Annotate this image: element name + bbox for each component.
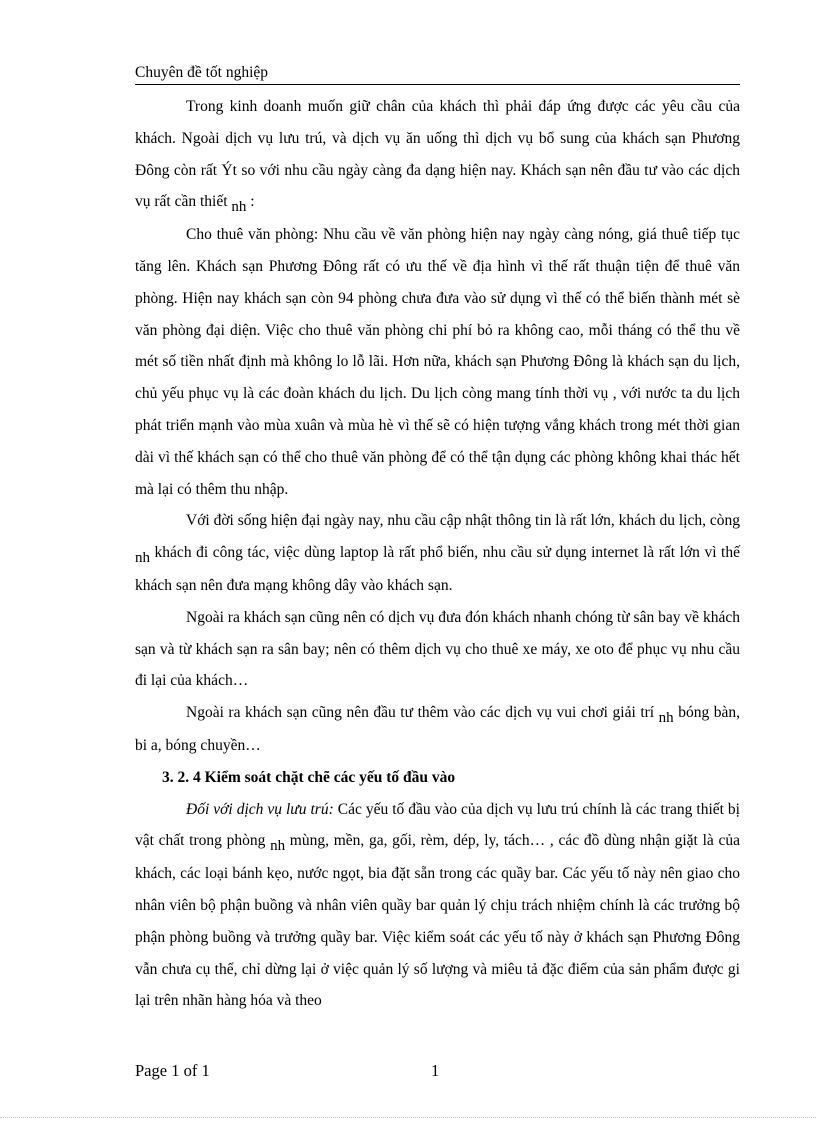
paragraph-text: Các yếu tố đầu vào của dịch vụ lưu trú chính là các trang thiết bị vật chất trong phòng — [135, 800, 740, 850]
page-bottom-divider — [0, 1117, 816, 1118]
paragraph-text: Ngoài ra khách sạn cũng nên đầu tư thêm vào các dịch vụ vui chơi giải trí — [186, 704, 659, 722]
inline-fragment: nh — [658, 710, 674, 727]
document-body — [135, 91, 740, 1017]
header-title: Chuyên đề tốt nghiệp — [135, 64, 269, 81]
paragraph-text: Với đời sống hiện đại ngày nay, nhu cầu cập nhật thông tin là rất lớn, khách du lịch, còng — [186, 512, 740, 530]
page-count-label: Page 1 of 1 — [135, 1061, 210, 1080]
paragraph-text: Trong kinh doanh muốn giữ chân của khách thì phải đáp ứng được các yêu cầu của khách. Ngoài dịch vụ lưu trú, và dịch vụ ăn uống thì dịch vụ bổ sung của khách sạn Phương Đông còn rất Ýt so với nhu cầu ngày càng đa dạng hiện nay. Khách sạn nên đầu tư vào các dịch vụ rất cần thiết — [135, 98, 740, 211]
inline-fragment: nh — [135, 550, 150, 567]
page-header — [135, 63, 740, 85]
paragraph: Cho thuê văn phòng: Nhu cầu về văn phòng hiện nay ngày càng nóng, giá thuê tiếp tục tăng lên. Khách sạn Phương Đông rất có ưu thế về địa hình vì thế rất thuận tiện để thuê văn phòng. Hiện nay khách sạn còn 94 phòng chưa đưa vào sử dụng vì thế có thể biến thành mét sè văn phòng đại diện. Việc cho thuê văn phòng chi phí bỏ ra không cao, mỗi tháng có thể thu về mét số tiền nhất định mà không lo lỗ lãi. Hơn nữa, khách sạn Phương Đông là khách sạn du lịch, chủ yếu phục vụ là các đoàn khách du lịch. Du lịch còng mang tính thời vụ , với nước ta du lịch phát triển mạnh vào mùa xuân và mùa hè vì thế sẽ có hiện tượng vắng khách trong mét thời gian dài vì thế khách sạn có thể cho thuê văn phòng để có thể tận dụng các phòng không khai thác hết mà lại có thêm thu nhập. — [135, 226, 740, 498]
inline-fragment: nh — [270, 838, 286, 855]
paragraph — [135, 505, 740, 601]
paragraph — [135, 91, 740, 219]
paragraph-text: bóng bàn, bi a, bóng chuyền… — [135, 704, 740, 754]
paragraph — [135, 697, 740, 762]
page-number: 1 — [431, 1061, 440, 1080]
section-heading: 3. 2. 4 Kiểm soát chặt chẽ các yếu tố đầu vào — [162, 768, 456, 786]
paragraph-text: khách đi công tác, việc dùng laptop là rất phổ biến, nhu cầu sử dụng internet là rất lớn vì thế khách sạn nên đưa mạng không dây vào khách sạn. — [135, 544, 740, 594]
paragraph-text: : — [246, 193, 255, 211]
paragraph — [135, 794, 740, 1018]
paragraph: Ngoài ra khách sạn cũng nên có dịch vụ đưa đón khách nhanh chóng từ sân bay về khách sạn và từ khách sạn ra sân bay; nên có thêm dịch vụ cho thuê xe máy, xe oto để phục vụ nhu cầu đi lại của khách… — [135, 608, 740, 690]
inline-fragment: nh — [231, 199, 247, 216]
paragraph-text: mùng, mền, ga, gối, rèm, dép, ly, tách… , các đồ dùng nhận giặt là của khách, các loại bánh kẹo, nước ngọt, bia đặt sẵn trong các quầy bar. Các yếu tố này nên giao cho nhân viên bộ phận buồng và nhân viên quầy bar quản lý chịu trách nhiệm chính là các trưởng bộ phận phòng buồng và trưởng quầy bar. Việc kiểm soát các yếu tố này ở khách sạn Phương Đông vẫn chưa cụ thể, chỉ dừng lại ở việc quản lý số lượng và miêu tả đặc điểm của sản phẩm được gi lại trên nhãn hàng hóa và theo — [135, 832, 740, 1010]
italic-lead: Đối với dịch vụ lưu trú: — [186, 800, 334, 818]
